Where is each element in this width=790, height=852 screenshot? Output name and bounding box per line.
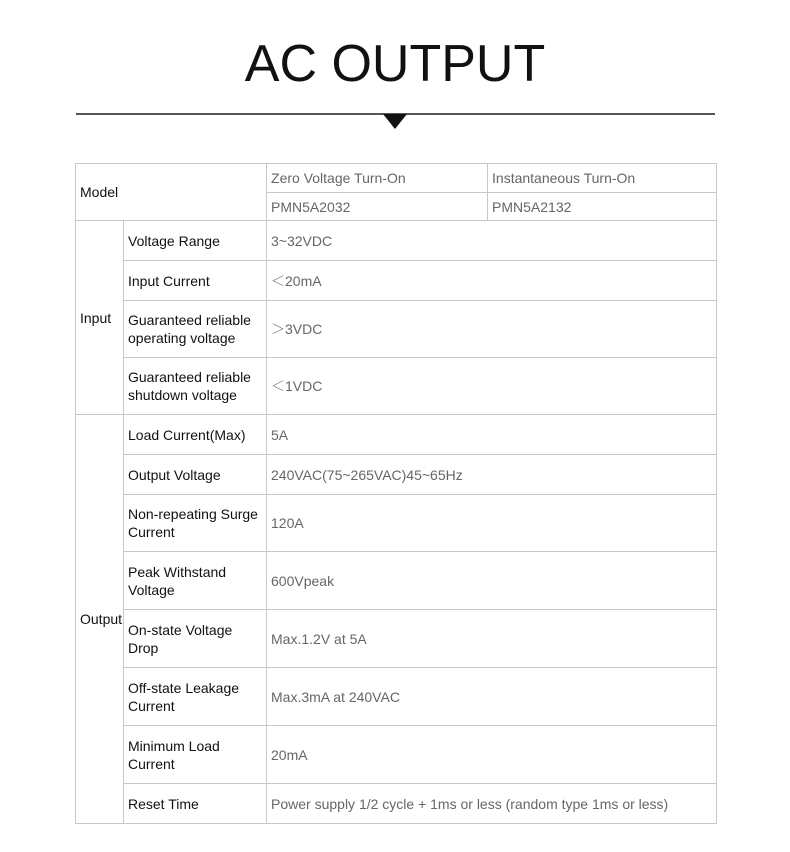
param-label: On-state Voltage Drop [124,610,267,668]
param-label: Minimum Load Current [124,726,267,784]
table-row [76,784,717,824]
param-label: Guaranteed reliable operating voltage [124,301,267,358]
param-label: Input Current [124,261,267,301]
table-row [76,610,717,668]
param-value: 120A [267,495,717,552]
model-type-instantaneous: Instantaneous Turn-On [488,164,717,193]
table-row [76,455,717,495]
input-group-label: Input [76,221,124,415]
output-group-label: Output [76,415,124,824]
param-value: ＜20mA [267,261,717,301]
table-row [76,164,717,193]
table-row [76,301,717,358]
table-row [76,495,717,552]
param-label: Output Voltage [124,455,267,495]
param-value: Max.3mA at 240VAC [267,668,717,726]
model-part-instantaneous: PMN5A2132 [488,193,717,221]
param-label: Off-state Leakage Current [124,668,267,726]
param-value: ＜1VDC [267,358,717,415]
param-value: 600Vpeak [267,552,717,610]
table-row [76,358,717,415]
param-value: Max.1.2V at 5A [267,610,717,668]
model-type-zero-voltage: Zero Voltage Turn-On [267,164,488,193]
table-row [76,668,717,726]
param-value: 20mA [267,726,717,784]
param-value: ＞3VDC [267,301,717,358]
param-label: Peak Withstand Voltage [124,552,267,610]
spec-table [75,163,717,824]
down-arrow-icon [383,114,407,129]
param-label: Load Current(Max) [124,415,267,455]
param-label: Non-repeating Surge Current [124,495,267,552]
table-row [76,552,717,610]
param-label: Reset Time [124,784,267,824]
page-title: AC OUTPUT [244,35,546,93]
param-value: 240VAC(75~265VAC)45~65Hz [267,455,717,495]
param-value: Power supply 1/2 cycle + 1ms or less (random type 1ms or less) [267,784,717,824]
param-label: Guaranteed reliable shutdown voltage [124,358,267,415]
model-label: Model [76,164,267,221]
param-value: 5A [267,415,717,455]
table-row [76,726,717,784]
model-part-zero-voltage: PMN5A2032 [267,193,488,221]
param-label: Voltage Range [124,221,267,261]
table-row [76,261,717,301]
param-value: 3~32VDC [267,221,717,261]
table-row [76,221,717,261]
table-row [76,415,717,455]
